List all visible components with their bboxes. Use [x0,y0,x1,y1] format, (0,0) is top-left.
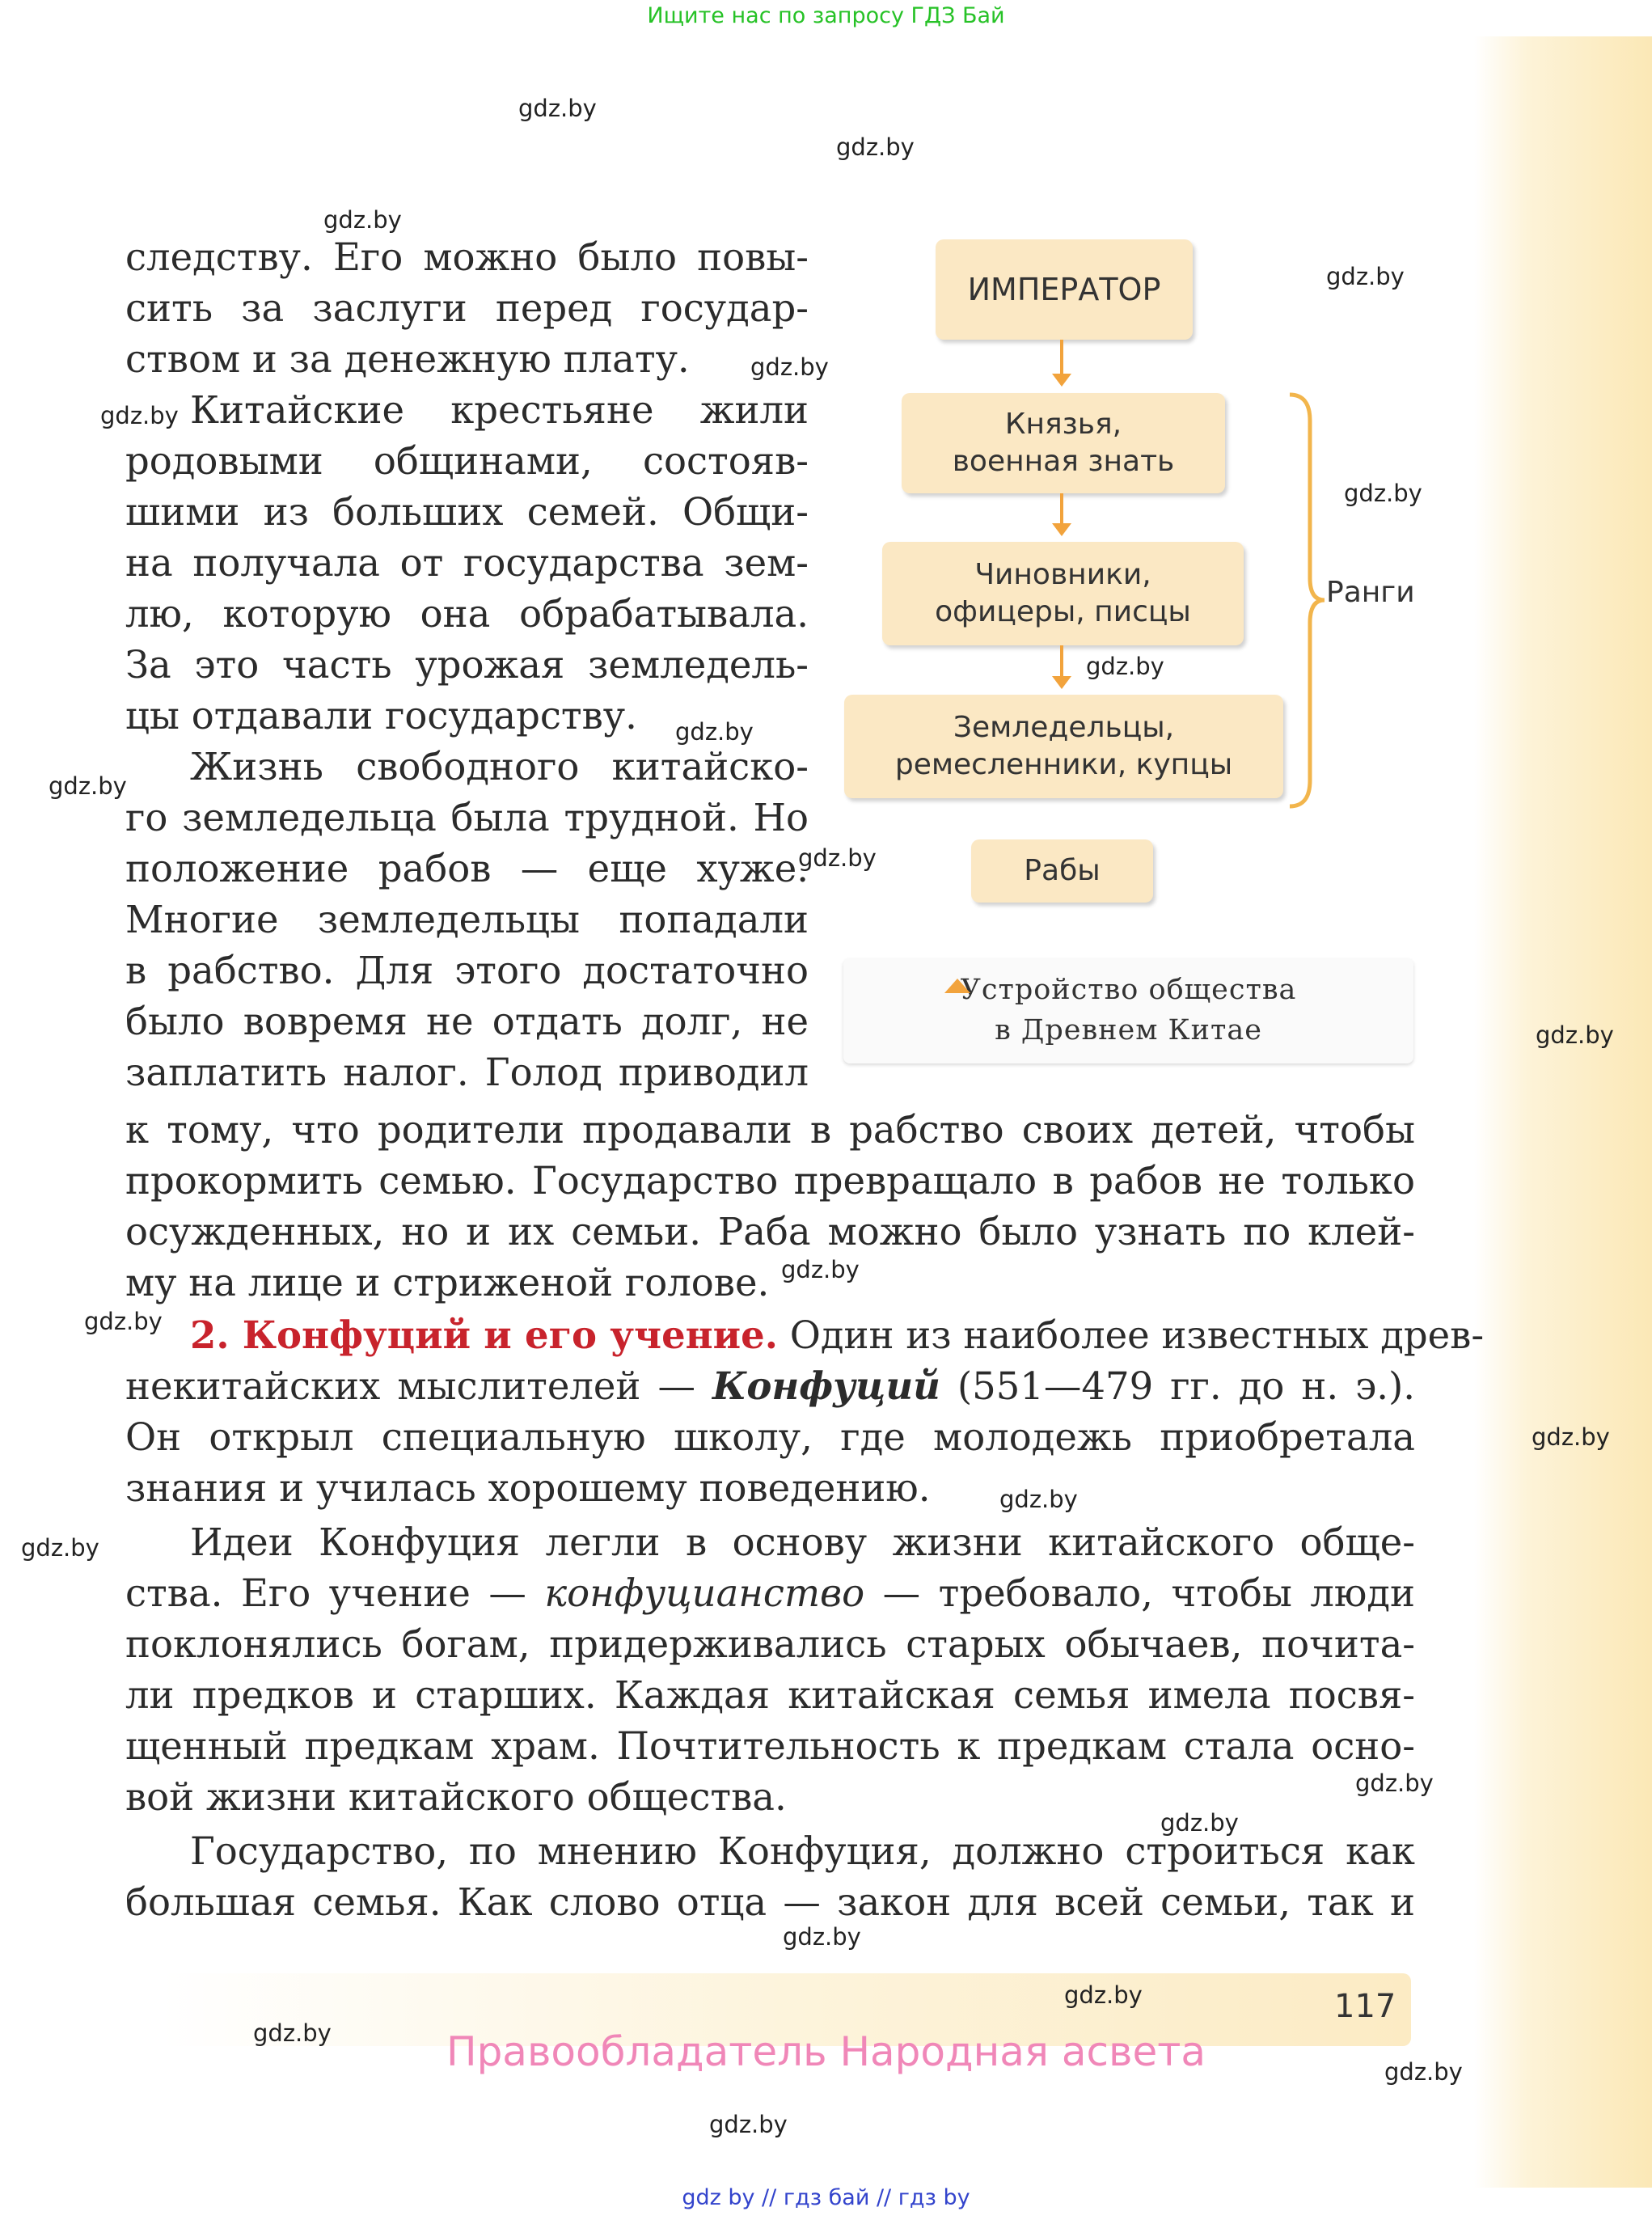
watermark: gdz.by [100,402,179,429]
watermark: gdz.by [21,1534,99,1562]
watermark: gdz.by [49,772,127,800]
watermark: gdz.by [1160,1809,1239,1837]
text-line: поклонялись богам, придерживались старых обычаев, почита- [125,1622,1415,1666]
text-line: шими из больших семей. Общи- [125,490,809,534]
text-line: За это часть урожая земледель- [125,643,809,687]
diagram-caption [843,958,1413,1063]
text-line: го земледельца была трудной. Но [125,796,809,839]
nobles-label-2: военная знать [952,445,1175,478]
slaves-box [971,839,1153,903]
text-line: прокормить семью. Государство превращало в рабов не только [125,1159,1415,1203]
watermark: gdz.by [253,2019,332,2047]
text-line: лю, которую она обрабатывала. [125,592,809,636]
text-line: следству. Его можно было повы- [125,235,809,279]
text-span: (551—479 гг. до н. э.). [940,1364,1415,1408]
watermark: gdz.by [84,1308,163,1335]
officials-label-2: офицеры, писцы [935,595,1191,628]
officials-label-1: Чиновники, [974,558,1151,591]
text-line: знания и училась хорошему поведению. [125,1466,931,1510]
text-line: ли предков и старших. Каждая китайская семья имела посвя- [125,1673,1415,1717]
text-line: Китайские крестьяне жили [190,388,809,432]
officials-box [882,542,1244,645]
emperor-label: ИМПЕРАТОР [967,272,1161,307]
arrow-down-icon [1052,676,1071,689]
text-line: сить за заслуги перед государ- [125,286,809,330]
watermark: gdz.by [1532,1423,1610,1451]
section-heading: 2. Конфуций и его учение. [190,1313,778,1357]
text-span: ства. Его учение — [125,1571,545,1615]
watermark: gdz.by [1344,480,1422,507]
watermark: gdz.by [323,206,402,234]
text-span: некитайских мыслителей — [125,1364,713,1408]
slaves-label: Рабы [1024,854,1101,887]
text-line: ством и за денежную плату. [125,337,690,381]
text-line: Идеи Конфуция легли в основу жизни китайского обще- [190,1520,1415,1564]
page-edge-decoration [1474,36,1652,2188]
text-line: вой жизни китайского общества. [125,1775,787,1819]
watermark: gdz.by [709,2111,788,2138]
arrow-line [1060,493,1063,525]
text-line: Он открыл специальную школу, где молодежь приобретала [125,1415,1415,1459]
term-confucianism: конфуцианство [544,1571,865,1615]
ranks-label: Ранги [1326,576,1415,609]
term-confucius: Конфуций [712,1364,940,1408]
watermark: gdz.by [1536,1021,1614,1049]
caption-line-2: в Древнем Китае [995,1014,1262,1046]
text-line: к тому, что родители продавали в рабство своих детей, чтобы [125,1108,1415,1152]
arrow-line [1060,645,1063,678]
text-line: цы отдавали государству. [125,694,637,738]
text-line: большая семья. Как слово отца — закон для всей семьи, так и [125,1880,1415,1924]
farmers-box [844,695,1283,798]
watermark: gdz.by [750,353,829,381]
text-line: положение рабов — еще хуже. [125,847,809,890]
text-line: Жизнь свободного китайско- [190,745,809,789]
nobles-box [902,393,1225,493]
text-line: в рабство. Для этого достаточно [125,949,809,992]
text-line [125,1361,1415,1411]
farmers-label-1: Земледельцы, [953,711,1175,744]
text-line: Многие земледельцы попадали [125,898,809,941]
watermark: gdz.by [675,718,754,746]
bottom-links[interactable]: gdz by // гдз бай // гдз by [682,2185,970,2210]
text-span: — требовало, чтобы люди [864,1571,1415,1615]
watermark: gdz.by [836,133,915,161]
rights-holder: Правообладатель Народная асвета [446,2028,1206,2075]
text-line [125,1568,1415,1618]
watermark: gdz.by [999,1486,1078,1513]
text-line: осужденных, но и их семьи. Раба можно было узнать по клей- [125,1210,1415,1254]
watermark: gdz.by [1086,653,1164,680]
top-banner[interactable]: Ищите нас по запросу ГДЗ Бай [647,3,1005,28]
arrow-line [1060,340,1063,375]
watermark: gdz.by [783,1923,861,1951]
page-number: 117 [1334,1988,1396,2025]
watermark: gdz.by [798,844,877,872]
arrow-down-icon [1052,523,1071,536]
section-heading-line [190,1310,1485,1360]
text-line: на получала от государства зем- [125,541,809,585]
text-line: родовыми общинами, состояв- [125,439,809,483]
arrow-down-icon [1052,374,1071,387]
caption-line-1: Устройство общества [960,974,1297,1006]
watermark: gdz.by [518,95,597,122]
text-line: му на лице и стриженой голове. [125,1261,770,1304]
caption-triangle-icon [944,979,970,993]
text-line: заплатить налог. Голод приводил [125,1051,809,1094]
text-line: Государство, по мнению Конфуция, должно строиться как [190,1829,1415,1873]
text-line: было вовремя не отдать долг, не [125,1000,809,1043]
farmers-label-2: ремесленники, купцы [894,748,1233,781]
watermark: gdz.by [1384,2058,1463,2086]
text-span: Один из наиболее известных древ- [777,1313,1485,1357]
emperor-box [936,239,1193,340]
text-line: щенный предкам храм. Почтительность к предкам стала осно- [125,1724,1415,1768]
watermark: gdz.by [1355,1769,1434,1797]
watermark: gdz.by [1064,1981,1143,2009]
nobles-label-1: Князья, [1004,408,1122,441]
watermark: gdz.by [781,1256,860,1283]
watermark: gdz.by [1326,263,1405,290]
